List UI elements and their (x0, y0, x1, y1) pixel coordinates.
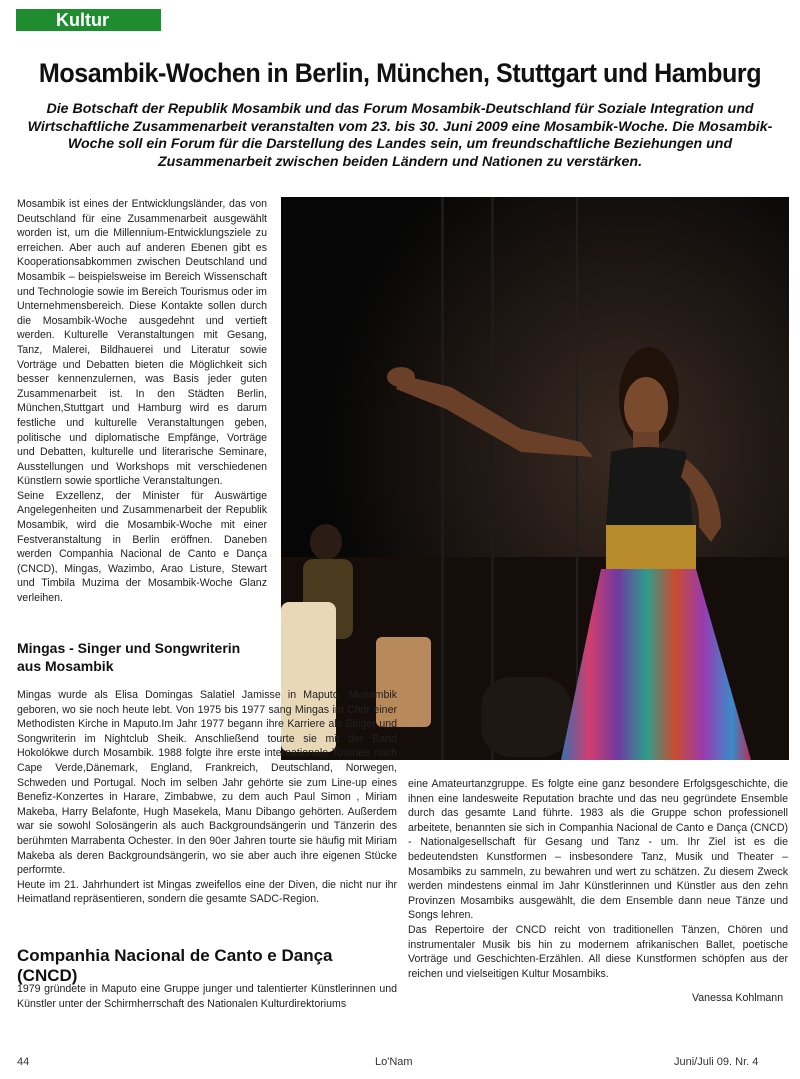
subheading-mingas: Mingas - Singer und Songwriterin aus Mosambik (17, 640, 241, 674)
paragraph: eine Amateurtanzgruppe. Es folgte eine ganz besondere Erfolgsgeschichte, die ihnen eine landesweite Reputation brachte und das neu gegründete Ensemble durch das gesamte Land führte. 1983 als die Gruppe schon professionell arbeitete, benannten sie sich in Companhia Nacional de Canto e Dança (CNCD) - Nationalgesellschaft für Gesang und Tanz - um. Ihr Ziel ist es die bedeutendsten Kunstformen – insbesondere Tanz, Musik und Theater – Mosambiks zu sammeln, zu bewahren und wert zu schätzen. Zu diesem Zweck werden mindestens einmal im Jahr Künstlerinnen und Künstler aus den zehn Provinzen Mosambiks ausgewählt, die dem Ensemble dann neue Tänze und Songs lehren. (408, 778, 788, 922)
performance-photo (281, 197, 789, 760)
paragraph: Heute im 21. Jahrhundert ist Mingas zweifellos eine der Diven, die nicht nur ihr Heimatland repräsentieren, sondern die gesamte SADC-Region. (17, 878, 397, 906)
paragraph: Das Repertoire der CNCD reicht von traditionellen Tänzen, Chören und instrumentaler Musik bis hin zu modernem afrikanischen Ballet, poetische Vorträge und Geschichten-Erzählen. All diese Kunstformen schöpfen aus der reichen und vielseitigen Kultur Mosambiks. (408, 923, 788, 980)
page-number: 44 (17, 1056, 30, 1068)
issue-info: Juni/Juli 09. Nr. 4 (674, 1056, 759, 1068)
column-intro (17, 197, 267, 606)
paragraph: Mingas wurde als Elisa Domingas Salatiel Jamisse in Maputo, Mosambik geboren, wo sie noch heute lebt. Von 1975 bis 1977 sang Mingas im Chor einer Methodisten Kirche in Maputo.Im Jahr 1977 begann ihre Karriere als Singer und Songwriterin im Nightclub Sheik. Anschließend tourte sie mit der Band Hokolókwe durch Mosambik. 1988 folgte ihre erste internationale Tournee nach Cape Verde,Dänemark, England, Frankreich, Deutschland, Norwegen, Schweden und Portugal. Noch im selben Jahr gehörte sie zum Line-up eines Benefiz-Konzertes in Harare, Zimbabwe, zu dem auch Paul Simon , Miriam Makeba, Harry Belafonte, Hugh Masekela, Manu Dibango gehörten. Außerdem war sie sowohl Solosängerin als auch Backgroundsängerin und Tänzerin des berühmten Marrabenta Ochester. In den 90er Jahren tourte sie häufig mit Miriam Makeba als deren Backgroundsängerin, wo sie aber auch ihre eigenen Stücke performte. (17, 689, 397, 877)
subheading-cncd: Companhia Nacional de Canto e Dança (CNCD) (17, 946, 333, 985)
section-label: Kultur (16, 9, 161, 31)
column-cncd-continued (408, 777, 788, 981)
column-cncd-start (17, 982, 397, 1011)
magazine-name: Lo'Nam (375, 1056, 413, 1068)
paragraph: Seine Exzellenz, der Minister für Auswärtige Angelegenheiten und Zusammenarbeit der Republik Mosambik, wird die Mosambik-Woche mit einer Festveranstaltung in Berlin eröffnen. Daneben werden Companhia Nacional de Canto e Dança (CNCD), Mingas, Wazimbo, Arao Listure, Stewart und Timbila Muzima der Mosambik-Woche Glanz verleihen. (17, 489, 267, 605)
article-lead: Die Botschaft der Republik Mosambik und das Forum Mosambik-Deutschland für Soziale Integration und Wirtschaftliche Zusammenarbeit veranstalten vom 23. bis 30. Juni 2009 eine Mosambik-Woche. Die Mosambik-Woche soll ein Forum für die Darstellung des Landes sein, um freundschaftliche Beziehungen und Zusammenarbeit zwischen beiden Ländern und Nationen zu verstärken. (27, 101, 773, 170)
author-signature: Vanessa Kohlmann (692, 992, 784, 1004)
paragraph: 1979 gründete in Maputo eine Gruppe junger und talentierter Künstlerinnen und Künstler unter der Schirmherrschaft des Nationalen Kulturdirektoriums (17, 983, 397, 1010)
article-headline: Mosambik-Wochen in Berlin, München, Stuttgart und Hamburg (38, 58, 762, 88)
column-mingas (17, 688, 397, 907)
singer-on-stage-illustration (281, 197, 789, 760)
paragraph: Mosambik ist eines der Entwicklungsländer, das von Deutschland für eine Zusammenarbeit ausgewählt worden ist, um die Millennium-Entwicklungsziele zu erreichen. Aber auch auf anderen Ebenen gibt es Kooperationsabkommen zwischen Deutschland und Mosambik – beispielsweise im Bereich Wissenschaft und Technologie sowie im Bereich Tourismus oder im Unternehmensbereich. Diese Kontakte sollen durch die Mosambik-Woche ausgedehnt und vertieft werden. Kulturelle Veranstaltungen mit Gesang, Tanz, Malerei, Bildhauerei und Literatur sowie Vorträge und Debatten bieten die Möglichkeit sich besser kennenzulernen, was Basis jeder guten Zusammenarbeit ist. In den Städten Berlin, München,Stuttgart und Hamburg wird es darum festliche und kulturelle Veranstaltungen geben, politische und diplomatische Empfänge, Vorträge und Debatten, kulturelle und literarische Seminare, Ausstellungen und Workshops mit verschiedenen Künstlern sowie sportliche Veranstaltungen. (17, 198, 267, 488)
